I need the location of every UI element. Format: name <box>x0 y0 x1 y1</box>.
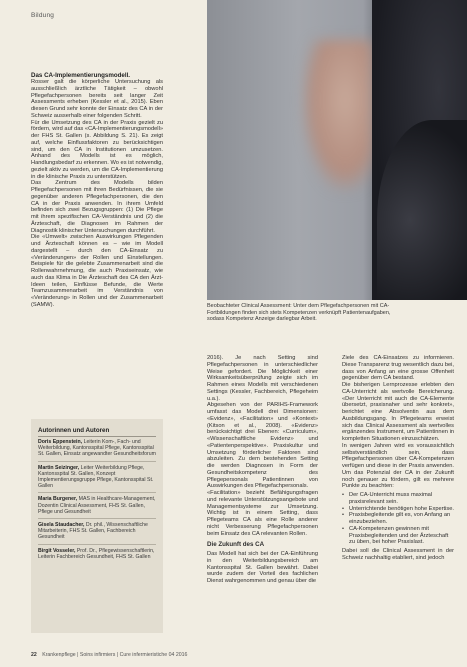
section-label: Bildung <box>31 12 55 19</box>
author-description: Leiterin Kom-, Fach- und Weiterbildung, Kantonsspital Pflege, Kantonsspital St. Gallen, Einsatz angewandter Gesundheitsforum <box>38 439 156 458</box>
author-entry <box>38 439 156 462</box>
recommendation-list <box>342 492 454 546</box>
nurse-photo <box>207 0 467 300</box>
author-description: Prof. Dr., Pflegewissenschaftlerin, Leiterin Fachbereich Gesundheit, FHS St. Gallen <box>38 547 155 560</box>
right-paragraph-3: In wenigen Jahren wird es voraussichtlich selbstverständlich sein, dass Pflegefachpersonen über CA-Kompetenzen verfügen und diese in der Praxis anwenden. Um das Potenzial der CA in der Zukunft noch genauer zu fördern, gilt es mehrere Punkte zu beachten: <box>342 442 454 490</box>
left-paragraph-3: Das Zentrum des Modells bilden Pflegefachpersonen mit ihren Bedürfnissen, die sie gegenüber anderen Pflegefachpersonen, die den CA in der Praxis anwenden. In ihrem Umfeld befinden sich zwei Bezugsgruppen: (1) Die Pflege mit ihrem spezifischen CA-Verständnis und (2) die Ärzteschaft, die Diagnosen im Rahmen der Diagnostik klinischer Untersuchungen durchführt. <box>31 180 163 234</box>
author-name: Doris Eppenstein, <box>38 439 83 445</box>
mid-paragraph-4: Das Modell hat sich bei der CA-Einführung in den Weiterbildungsbereich am Kantonsspital St. Gallen bewährt. Dabei wurde zudem der Vorteil des fachlichen Dienst wahrgenommen und genau über die <box>207 551 318 584</box>
right-closing: Dabei soll die Clinical Assessment in der Schweiz nachhaltig etabliert, sind jedoch <box>342 548 454 561</box>
left-paragraph-2: Für die Umsetzung des CA in der Praxis gezielt zu fördern, wird auf das «CA-Implementierungsmodell» der FHS St. Gallen (s. Abbildung S. 21). Es zeigt auf, welche Einflussfaktoren zu berücksichtigen sind, um den CA in Institutionen umzusetzen. Anhand des Modells ist es möglich, Handlungsbedarf zu erkennen. Wo es ist notwendig, gezielt aktiv zu werden, um die CA-Implementierung in die klinische Praxis zu unterstützen. <box>31 119 163 180</box>
author-name: Martin Seizinger, <box>38 464 80 471</box>
list-item: • Unterrichtende benötigen hohe Expertise. <box>342 506 454 513</box>
mid-paragraph-1: 2016). Je nach Setting sind Pflegefachpersonen in unterschiedlicher Weise gefordert. Die Möglichkeit einer Wirksamkeitsüberprüfung zeigte sich im Rahmen eines Modells mit verschiedenen Settings (Kessler, Fachbereich, Pflegeheim u.a.). <box>207 355 318 402</box>
authors-list <box>38 439 156 566</box>
page-footer <box>31 652 451 658</box>
article-heading: Das CA-Implementierungsmodell. <box>31 72 131 79</box>
photo-caption: Beobachteter Clinical Assessment: Unter dem Pflegefachpersonen mit CA-Fortbildungen finden sich stets Kompetenzen verknüpft Patientenaufgaben, sodass Kompetenz Anzeige darlegbar Arbeit. <box>207 303 391 323</box>
authors-box <box>31 419 163 633</box>
author-name: Birgit Vosseler, <box>38 547 76 554</box>
mid-paragraph-2: Abgesehen von der PARIHS-Framework umfasst das Modell drei Dimensionen: «Evidenz», «Facilitation» und «Kontext» (Kitson et al., 2008). «Evidenz» berücksichtigt drei Ebenen: «Curriculum», «Wissenschaftliche Evidenz» und «Patientenperspektive». Praxiskultur und Umsetzung förderlicher Faktoren sind abzuleiten. Zu dem bestehenden Setting die werden Diagnosen in Form der Gesundheitskompetenz des Pflegepersonals Patientinnen von Auswirkungen des Pflegefachpersonals. <box>207 402 318 490</box>
author-description: Dr. phil., Wissenschaftliche Mitarbeiterin, FHS St. Gallen, Fachbereich Gesundheit <box>38 522 148 541</box>
author-name: Gisela Staudacher, <box>38 522 85 529</box>
left-column <box>31 72 163 309</box>
right-paragraph-2: Die bisherigen Lernprozesse erlebten den CA-Unterricht als wertvolle Bereicherung. «Der Unterricht mit auch die CA-Elemente übersetzt, praxisnaher und sehr konkret», berichtet eine Absolventin aus dem Ausbildungsgang. In Pflegeteams erweist sich das Clinical Assessment als wertvolles ergänzendes Instrument, um Patientinnen in kompletten Situationen einzuschätzen. <box>342 382 454 442</box>
list-item: • Der CA-Unterricht muss maximal praxisrelevant sein. <box>342 492 454 506</box>
left-paragraph-1: Rosser galt die körperliche Untersuchung als ausschließlich ärztliche Tätigkeit – obwohl Pflegefachpersonen bereits seit langer Zeit Assessments erheben (Kessler et al., 2015). Eben diesen Grund sehr konnte der Einsatz des CA in der Schweiz ausserhalb einer folgenden Schritt. <box>31 79 163 119</box>
page-number: 22 <box>31 652 37 658</box>
author-name: Maria Burgener, <box>38 496 78 503</box>
authors-divider <box>38 436 156 437</box>
middle-column <box>207 355 318 585</box>
author-entry <box>38 548 156 563</box>
right-column <box>342 355 454 562</box>
list-item: • Praxisbegleitende gilt es, von Anfang an einzubeziehen. <box>342 512 454 526</box>
author-description: MAS in Healthcare-Management, Dozentin Clinical Assessment, FHS St. Gallen, Pflege und Gesundheit <box>38 496 156 515</box>
mid-paragraph-3: «Facilitation» bezieht Befähigungsfragen und relevante Unterstützungsangebote und Managementsysteme zur Umsetzung. Wichtig ist in einem Setting, dass Pflegeteams CA als eine Rolle anderer nicht Verbesserung Pflegefachpersonen beim Einsatz des CA relevanten Rollen. <box>207 490 318 537</box>
left-paragraph-4: Die «Umwelt» zwischen Auswirkungen Pflegenden und Ärzteschaft können es – wie im Modell dargestellt – durch den CA-Einsatz zu «Veränderungen» der Rollen und Einstellungen. Beispiele für die gelebte Zusammenarbeit sind die Rollenwahrnehmung, die auch Praxiseinsatz, wie auch das Klima in Die Ärzteschaft des CA den Ärzt-Ideen teilen, Einflüsse Befunde, die Werte Teamzusammenarbeit im Verständnis von «Veränderung» in Rollen und der Zusammenarbeit (SAMW). <box>31 234 163 308</box>
right-paragraph-1: Ziele des CA-Einsatzes zu informieren. Diese Transparenz trug wesentlich dazu bei, dass von Anfang an eine grosse Offenheit gegenüber dem CA bestand. <box>342 355 454 382</box>
author-entry <box>38 496 156 519</box>
authors-title: Autorinnen und Autoren <box>38 427 110 434</box>
author-entry <box>38 522 156 545</box>
author-entry <box>38 465 156 494</box>
publication-info: Krankenpflege | Soins infirmiers | Cure infermieristiche 04 2016 <box>42 652 188 658</box>
list-item: • CA-Kompetenzen gewinnen mit Praxisbegleitenden und der Ärzteschaft zu üben, bei hoher Praxislast. <box>342 526 454 546</box>
future-heading: Die Zukunft des CA <box>207 541 265 549</box>
author-description: Leiter Weiterbildung Pflege, Kantonsspital St. Gallen, Konzept Implementierungsgruppe Pflege, Kantonsspital St. Gallen <box>38 464 154 490</box>
